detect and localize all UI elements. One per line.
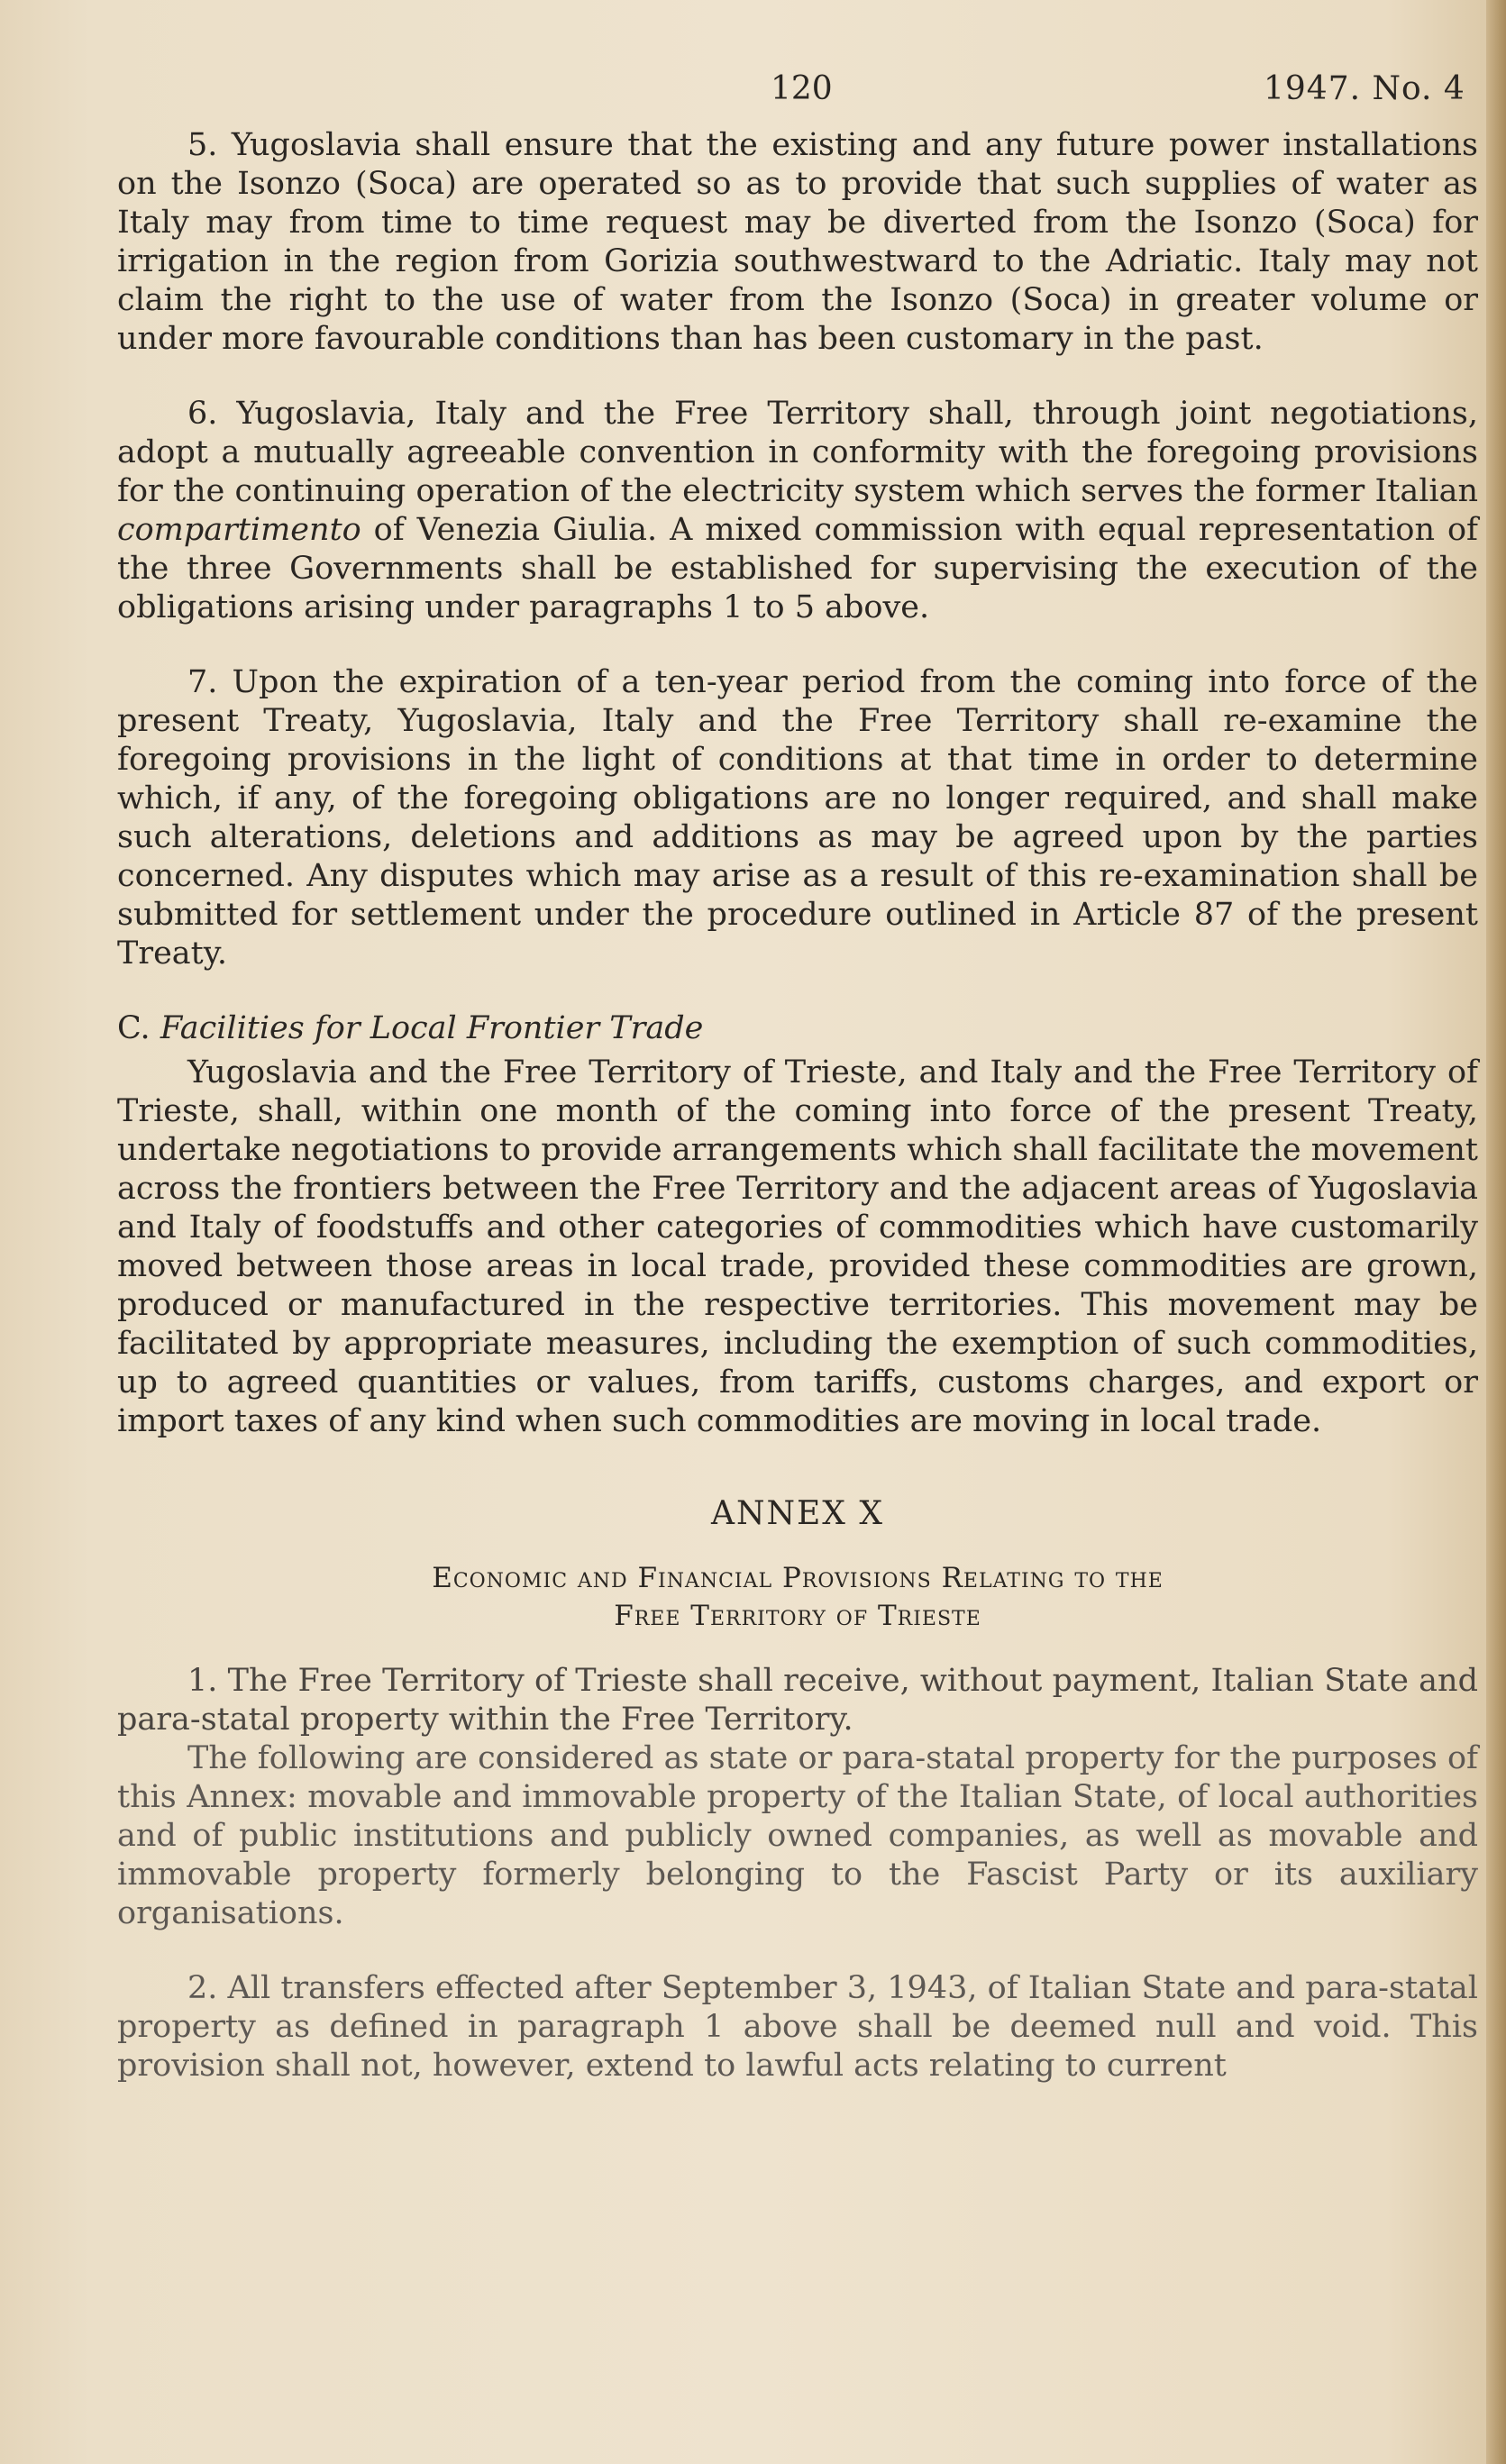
- paragraph-6: [117, 395, 1478, 627]
- page-number: 120: [771, 70, 833, 107]
- section-c-title: Facilities for Local Frontier Trade: [160, 1010, 704, 1046]
- paragraph-6-text-b: of Venezia Giulia. A mixed commission with equal representation of the three Governments shall be established for supervising the execution of the obligations arising under paragraphs 1 to 5 above.: [117, 512, 1478, 625]
- annex-title: ANNEX X: [711, 1495, 884, 1532]
- annex-paragraph-2: 2. All transfers effected after September 3, 1943, of Italian State and para-statal property as defined in paragraph 1 above shall be deemed null and void. This provision shall not, however, extend to lawful acts relating to current: [117, 1970, 1478, 2084]
- page-binding-edge: [1486, 0, 1506, 2464]
- paragraph-5: 5. Yugoslavia shall ensure that the existing and any future power installations on the Isonzo (Soca) are operated so as to provide that such supplies of water as Italy may from time to time request may be diverted from the Isonzo (Soca) for irrigation in the region from Gorizia southwestward to the Adriatic. Italy may not claim the right to the use of water from the Isonzo (Soca) in greater volume or under more favourable conditions than has been customary in the past.: [117, 127, 1478, 357]
- annex-subtitle-line-2: Free Territory of Trieste: [614, 1600, 981, 1632]
- paragraph-7: 7. Upon the expiration of a ten-year period from the coming into force of the present Treaty, Yugoslavia, Italy and the Free Territory shall re-examine the foregoing provisions in the light of conditions at that time in order to determine which, if any, of the foregoing obligations are no longer required, and shall make such alterations, deletions and additions as may be agreed upon by the parties concerned. Any disputes which may arise as a result of this re-examination shall be submitted for settlement under the procedure outlined in Article 87 of the present Treaty.: [117, 664, 1478, 972]
- page-content: [117, 63, 1478, 2085]
- annex-subtitle: [117, 1559, 1478, 1635]
- section-c-label: C.: [117, 1010, 151, 1046]
- running-head: 1947. No. 4: [1264, 70, 1465, 107]
- annex-paragraph-1: 1. The Free Territory of Trieste shall receive, without payment, Italian State and para-statal property within the Free Territory.: [117, 1663, 1478, 1738]
- paragraph-6-text-a: 6. Yugoslavia, Italy and the Free Territory shall, through joint negotiations, adopt a mutually agreeable convention in conformity with the foregoing provisions for the continuing operation of the electricity system which serves the former Italian: [117, 396, 1478, 509]
- section-c-body: Yugoslavia and the Free Territory of Trieste, and Italy and the Free Territory of Trieste, shall, within one month of the coming into force of the present Treaty, undertake negotiations to provide arrangements which shall facilitate the movement across the frontiers between the Free Territory and the adjacent areas of Yugoslavia and Italy of foodstuffs and other categories of commodities which have customarily moved between those areas in local trade, provided these commodities are grown, produced or manufactured in the respective territories. This movement may be facilitated by appropriate measures, including the exemption of such commodities, up to agreed quantities or values, from tariffs, customs charges, and export or import taxes of any kind when such commodities are moving in local trade.: [117, 1054, 1478, 1439]
- annex-subtitle-line-1: Economic and Financial Provisions Relating to the: [432, 1562, 1164, 1594]
- paragraph-6-italic-term: compartimento: [117, 512, 361, 548]
- section-c-heading: [117, 1009, 1478, 1048]
- annex-paragraph-1-definition: The following are considered as state or para-statal property for the purposes of this Annex: movable and immovable property of the Italian State, of local authorities and of public institutions and publicly owned companies, as well as movable and immovable property formerly belonging to the Fascist Party or its auxiliary organisations.: [117, 1740, 1478, 1931]
- page-header: [117, 63, 1478, 126]
